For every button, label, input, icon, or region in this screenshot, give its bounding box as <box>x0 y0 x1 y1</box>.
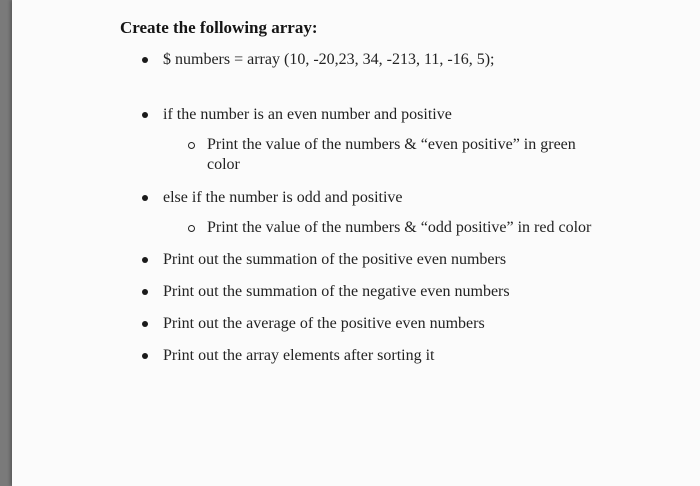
list-item-odd-positive <box>163 188 403 208</box>
list-item-text: Print out the array elements after sorting it <box>163 347 435 364</box>
bullet-icon <box>142 321 148 327</box>
list-item-text: else if the number is odd and positive <box>163 189 403 206</box>
list-item-sum-positive-even <box>163 250 506 270</box>
list-item-text: $ numbers = array (10, -20,23, 34, -213, 11, -16, 5); <box>163 51 495 68</box>
bullet-icon <box>142 57 148 63</box>
sub-item-text-line1: Print the value of the numbers & “odd positive” in red color <box>207 219 592 236</box>
bullet-icon <box>142 257 148 263</box>
bullet-icon <box>142 353 148 359</box>
bullet-icon <box>142 289 148 295</box>
list-item-array-definition <box>163 50 494 70</box>
sub-item-odd-positive <box>207 218 591 238</box>
list-item-text: Print out the average of the positive even numbers <box>163 315 485 332</box>
list-item-text: Print out the summation of the negative even numbers <box>163 283 510 300</box>
list-item-text: Print out the summation of the positive even numbers <box>163 251 507 268</box>
list-item-text: if the number is an even number and positive <box>163 106 452 123</box>
document-page <box>12 0 700 486</box>
list-item-even-positive <box>163 105 452 125</box>
sub-item-even-positive <box>207 135 576 175</box>
list-item-sum-negative-even <box>163 282 510 302</box>
sub-item-text-line1: Print the value of the numbers & “even positive” in green <box>207 136 576 153</box>
list-item-sort-array <box>163 346 434 366</box>
bullet-icon <box>142 195 148 201</box>
hollow-bullet-icon <box>188 225 195 232</box>
bullet-icon <box>142 112 148 118</box>
list-item-average-positive-even <box>163 314 485 334</box>
hollow-bullet-icon <box>188 142 195 149</box>
sub-item-text-line2: color <box>207 156 240 173</box>
page-title: Create the following array: <box>120 18 318 37</box>
